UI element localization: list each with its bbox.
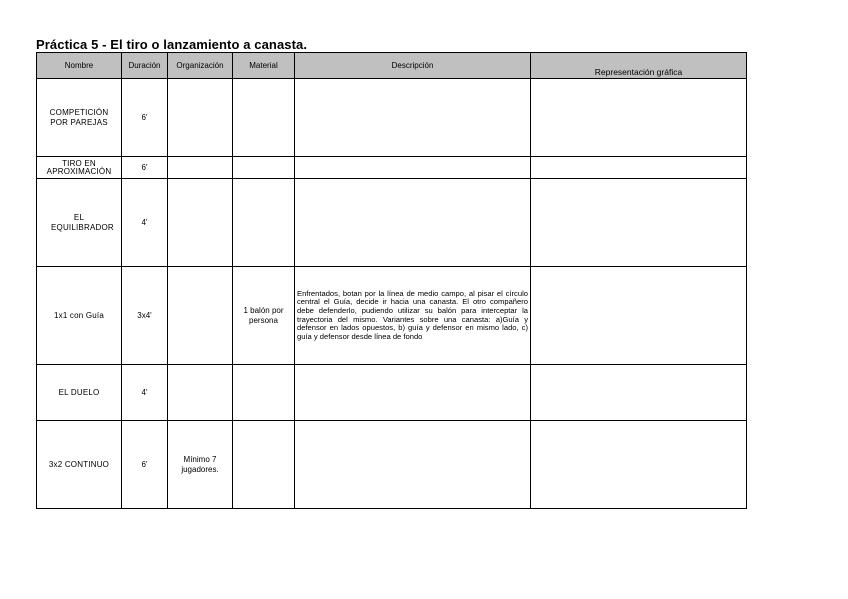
cell-duracion: 3x4': [122, 267, 168, 365]
cell-descripcion: [295, 365, 531, 421]
cell-organizacion: [168, 79, 233, 157]
table-row: [37, 421, 747, 509]
cell-nombre: EL EQUILIBRADOR: [37, 179, 122, 267]
cell-material: [233, 79, 295, 157]
cell-organizacion: [168, 365, 233, 421]
table-row: [37, 157, 747, 179]
cell-representacion: [531, 365, 747, 421]
cell-nombre: COMPETICIÓN POR PAREJAS: [37, 79, 122, 157]
cell-material: [233, 421, 295, 509]
page-title: Práctica 5 - El tiro o lanzamiento a canasta.: [36, 37, 308, 52]
column-header-organizacion: Organización: [168, 53, 233, 79]
column-header-material: Material: [233, 53, 295, 79]
cell-descripcion: [295, 157, 531, 179]
cell-organizacion: [168, 179, 233, 267]
cell-duracion: 4': [122, 179, 168, 267]
practice-table: [36, 52, 747, 509]
cell-descripcion: Enfrentados, botan por la línea de medio campo, al pisar el círculo central el Guía, decide ir hacia una canasta. El otro compañero debe defenderlo, pudiendo utilizar su balón para interceptar la trayectoria del mismo. Variantes sobre una canasta: a)Guía y defensor en lados opuestos, b) guía y defensor en mismo lado, c) guía y defensor desde línea de fondo: [295, 267, 531, 365]
column-header-representacion: Representación gráfica: [531, 53, 747, 79]
cell-duracion: 6': [122, 157, 168, 179]
cell-organizacion: [168, 157, 233, 179]
table-header-row: [37, 53, 747, 79]
cell-material: 1 balón por persona: [233, 267, 295, 365]
cell-descripcion: [295, 79, 531, 157]
cell-organizacion: [168, 267, 233, 365]
cell-representacion: [531, 79, 747, 157]
cell-organizacion: Mínimo 7 jugadores.: [168, 421, 233, 509]
table-row: [37, 365, 747, 421]
cell-duracion: 6': [122, 79, 168, 157]
cell-duracion: 4': [122, 365, 168, 421]
cell-representacion: [531, 179, 747, 267]
table-row: [37, 179, 747, 267]
cell-representacion: [531, 267, 747, 365]
cell-descripcion: [295, 179, 531, 267]
cell-representacion: [531, 157, 747, 179]
table-row: [37, 79, 747, 157]
column-header-nombre: Nombre: [37, 53, 122, 79]
cell-duracion: 6': [122, 421, 168, 509]
cell-nombre: EL DUELO: [37, 365, 122, 421]
cell-representacion: [531, 421, 747, 509]
column-header-descripcion: Descripción: [295, 53, 531, 79]
column-header-duracion: Duración: [122, 53, 168, 79]
cell-material: [233, 179, 295, 267]
table-row: [37, 267, 747, 365]
cell-material: [233, 157, 295, 179]
cell-nombre: TIRO EN APROXIMACIÓN: [37, 157, 122, 179]
cell-nombre: 1x1 con Guía: [37, 267, 122, 365]
cell-material: [233, 365, 295, 421]
cell-nombre: 3x2 CONTINUO: [37, 421, 122, 509]
cell-descripcion: [295, 421, 531, 509]
